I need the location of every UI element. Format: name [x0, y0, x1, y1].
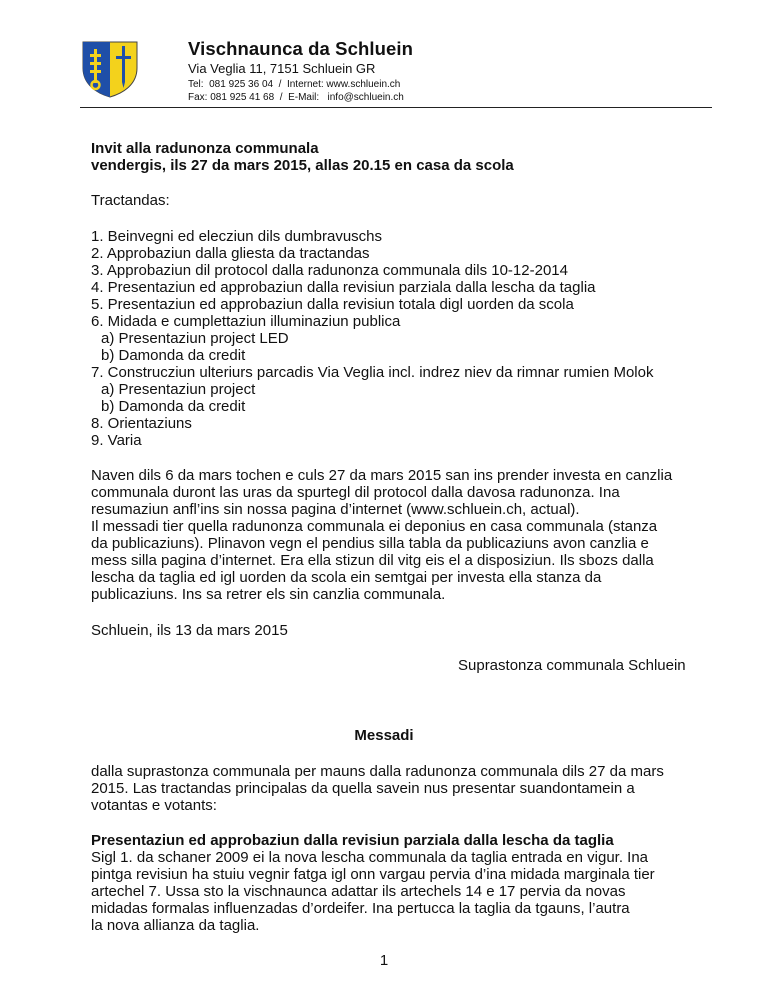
signature: Suprastonza communala Schluein [458, 657, 686, 674]
letterhead-contact-line: Fax: 081 925 41 68 / E-Mail: info@schluein.ch [188, 91, 404, 103]
letterhead-contact-line: Tel: 081 925 36 04 / Internet: www.schluein.ch [188, 79, 401, 90]
letterhead-divider [80, 107, 712, 108]
agenda-item: 4. Presentaziun ed approbaziun dalla revisiun parziala dalla lescha da taglia [91, 279, 596, 296]
notice-line: publicaziuns. Ins sa retrer els sin canzlia communala. [91, 586, 446, 603]
agenda-item: 9. Varia [91, 432, 142, 449]
notice-line: da publicaziuns). Plinavon vegn el pendius silla tabla da publicaziuns avon canzlia e [91, 535, 649, 552]
notice-line: Naven dils 6 da mars tochen e culs 27 da mars 2015 san ins prender investa en canzlia [91, 467, 673, 484]
agenda-item: 8. Orientaziuns [91, 415, 192, 432]
agenda-subitem: b) Damonda da credit [101, 398, 246, 415]
letterhead-contact [188, 79, 404, 104]
section-line: Sigl 1. da schaner 2009 ei la nova lescha communala da taglia entrada en vigur. Ina [91, 849, 649, 866]
letterhead-title: Vischnaunca da Schluein [188, 38, 414, 59]
agenda-subitem: b) Damonda da credit [101, 347, 246, 364]
agenda-heading: Tractandas: [91, 192, 170, 209]
message-intro-line: votantas e votants: [91, 797, 217, 814]
agenda-item: 3. Approbaziun dil protocol dalla radunonza communala dils 10-12-2014 [91, 262, 568, 279]
notice-line: resumaziun anfl’ins sin nossa pagina d’internet (www.schluein.ch, actual). [91, 501, 580, 518]
section-line: pintga revisiun ha stuiu vegnir fatga igl onn vargau pervia d’ina midada marginala tier [91, 866, 655, 883]
invitation-date: vendergis, ils 27 da mars 2015, allas 20.15 en casa da scola [91, 157, 514, 174]
section-line: artechel 7. Ussa sto la vischnaunca adattar ils artechels 14 e 17 pervia da novas [91, 883, 626, 900]
letterhead-address: Via Veglia 11, 7151 Schluein GR [188, 61, 376, 76]
message-heading: Messadi [354, 727, 414, 744]
notice-line: mess silla pagina d’internet. Era ella stizun dil vitg eis el a disposiziun. Ils sbozs dalla [91, 552, 654, 569]
municipal-crest-icon [80, 40, 140, 98]
agenda-item: 7. Construcziun ulteriurs parcadis Via Veglia incl. indrez niev da rimnar rumien Molok [91, 364, 654, 381]
section-line: la nova allianza da taglia. [91, 917, 260, 934]
section-title: Presentaziun ed approbaziun dalla revisiun parziala dalla lescha da taglia [91, 832, 614, 849]
agenda-item: 6. Midada e cumplettaziun illuminaziun publica [91, 313, 401, 330]
notice-line: Il messadi tier quella radunonza communala ei deponius en casa communala (stanza [91, 518, 658, 535]
place-date: Schluein, ils 13 da mars 2015 [91, 622, 288, 639]
page-number: 1 [379, 952, 389, 969]
message-intro-line: 2015. Las tractandas principalas da quella savein nus presentar suandontamein a [91, 780, 635, 797]
section-line: midadas formalas influenzadas d’ordeifer. Ina pertucca la taglia da tgauns, l’autra [91, 900, 630, 917]
agenda-item: 1. Beinvegni ed elecziun dils dumbravuschs [91, 228, 382, 245]
notice-line: communala duront las uras da spurtegl dil protocol dalla davosa radunonza. Ina [91, 484, 620, 501]
agenda-item: 2. Approbaziun dalla gliesta da tractandas [91, 245, 370, 262]
agenda-item: 5. Presentaziun ed approbaziun dalla revisiun totala digl uorden da scola [91, 296, 574, 313]
agenda-subitem: a) Presentaziun project LED [101, 330, 289, 347]
message-intro-line: dalla suprastonza communala per mauns dalla radunonza communala dils 27 da mars [91, 763, 664, 780]
agenda-subitem: a) Presentaziun project [101, 381, 256, 398]
invitation-title: Invit alla radunonza communala [91, 140, 319, 157]
notice-line: lescha da taglia ed igl uorden da scola ein semtgai per investa ella stanza da [91, 569, 602, 586]
